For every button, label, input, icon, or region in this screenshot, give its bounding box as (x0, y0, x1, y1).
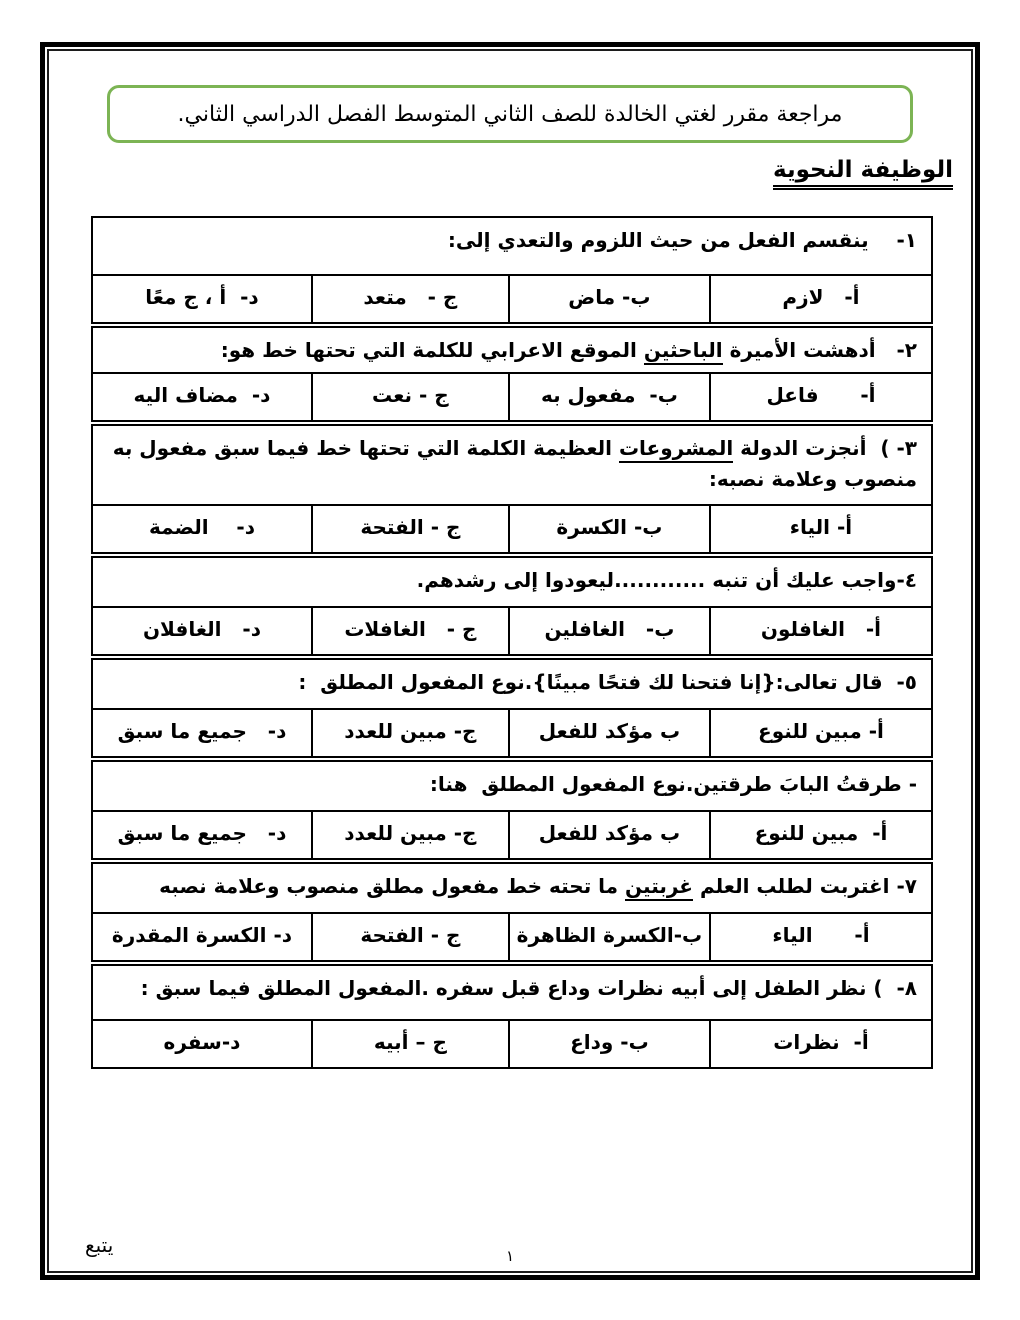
question-text-5 (93, 660, 931, 710)
question-block-2 (91, 326, 933, 422)
question-4-pre: ٤-واجب عليك أن تنبه ............ليعودوا إلى رشدهم. (416, 568, 917, 592)
question-text-8 (93, 966, 931, 1021)
option-6-b: ب مؤكد للفعل (508, 812, 709, 858)
question-6-pre: - طرقتُ البابَ طرقتين.نوع المفعول المطلق هنا: (429, 772, 917, 796)
option-8-c: ج – أبيه (311, 1021, 508, 1067)
question-7-underlined-word: غربتين (625, 874, 693, 901)
option-4-c: ج - الغافلات (311, 608, 508, 654)
question-7-pre: ٧- اغتربت لطلب العلم (692, 874, 917, 898)
section-title: الوظيفة النحوية (773, 157, 953, 190)
question-text-3 (93, 426, 931, 506)
option-6-c: ج- مبين للعدد (311, 812, 508, 858)
option-4-d: د- الغافلان (142, 617, 261, 641)
question-3-underlined-word: المشروعات (619, 436, 733, 463)
question-7-post: ما تحته خط مفعول مطلق منصوب وعلامة نصبه (159, 874, 626, 898)
question-text-4 (93, 558, 931, 608)
option-8-d: د-سفره (163, 1030, 241, 1054)
option-2-a: أ- فاعل (709, 374, 931, 420)
section-heading-row (49, 157, 953, 190)
question-text-2 (93, 328, 931, 374)
option-4-b: ب- الغافلين (508, 608, 709, 654)
question-2-post: الموقع الاعرابي للكلمة التي تحتها خط هو: (220, 338, 644, 362)
options-row-6 (93, 812, 931, 858)
option-3-d: د- الضمة (148, 515, 255, 539)
questions-table (91, 216, 933, 1069)
page-number: ١ (505, 1247, 515, 1265)
options-row-3 (93, 506, 931, 552)
question-block-5 (91, 658, 933, 758)
option-5-a: أ- مبين للنوع (709, 710, 931, 756)
option-5-d: د- جميع ما سبق (117, 719, 287, 743)
options-row-5 (93, 710, 931, 756)
option-5-c: ج- مبين للعدد (311, 710, 508, 756)
question-text-1 (93, 218, 931, 276)
question-2-pre: ٢- أدهشت الأميرة (722, 338, 917, 362)
option-1-b: ب- ماض (508, 276, 709, 322)
question-block-4 (91, 556, 933, 656)
continued-note: يتبع (85, 1233, 114, 1257)
question-block-7 (91, 862, 933, 962)
option-7-b: ب-الكسرة الظاهرة (508, 914, 709, 960)
question-1-pre: ١- ينقسم الفعل من حيث اللزوم والتعدي إلى: (447, 228, 917, 252)
option-2-c: ج - نعت (311, 374, 508, 420)
question-2-underlined-word: الباحثين (644, 338, 723, 365)
option-4-a: أ- الغافلون (709, 608, 931, 654)
question-5-pre: ٥- قال تعالى:{إنا فتحنا لك فتحًا مبينًا}.نوع المفعول المطلق : (298, 670, 917, 694)
option-8-a: أ- نظرات (709, 1021, 931, 1067)
option-5-b: ب مؤكد للفعل (508, 710, 709, 756)
page-border-frame (40, 42, 980, 1280)
options-row-7 (93, 914, 931, 960)
options-row-1 (93, 276, 931, 322)
option-6-d: د- جميع ما سبق (117, 821, 287, 845)
option-3-a: أ- الياء (709, 506, 931, 552)
page-inner-frame (47, 49, 973, 1273)
option-2-b: ب- مفعول به (508, 374, 709, 420)
course-title-box (107, 85, 913, 143)
option-8-b: ب- وداع (508, 1021, 709, 1067)
question-block-6 (91, 760, 933, 860)
question-block-3 (91, 424, 933, 554)
option-3-b: ب- الكسرة (508, 506, 709, 552)
option-1-d: د- أ ، ج معًا (145, 285, 259, 309)
question-3-pre: ٣- ) أنجزت الدولة (733, 436, 917, 460)
course-title-text: مراجعة مقرر لغتي الخالدة للصف الثاني المتوسط الفصل الدراسي الثاني. (177, 101, 843, 127)
option-2-d: د- مضاف اليه (133, 383, 271, 407)
question-block-8 (91, 964, 933, 1069)
option-3-c: ج - الفتحة (311, 506, 508, 552)
option-7-a: أ- الياء (709, 914, 931, 960)
options-row-8 (93, 1021, 931, 1067)
option-1-a: أ- لازم (709, 276, 931, 322)
question-block-1 (91, 216, 933, 324)
option-6-a: أ- مبين للنوع (709, 812, 931, 858)
question-text-6 (93, 762, 931, 812)
question-text-7 (93, 864, 931, 914)
option-7-d: د- الكسرة المقدرة (111, 923, 293, 947)
question-8-pre: ٨- ) نظر الطفل إلى أبيه نظرات وداع قبل سفره .المفعول المطلق فيما سبق : (140, 976, 917, 1000)
option-7-c: ج - الفتحة (311, 914, 508, 960)
options-row-4 (93, 608, 931, 654)
question-3-post: العظيمة الكلمة التي تحتها خط فيما سبق مفعول به منصوب وعلامة نصبه: (105, 436, 917, 491)
options-row-2 (93, 374, 931, 420)
option-1-c: ج - متعد (311, 276, 508, 322)
